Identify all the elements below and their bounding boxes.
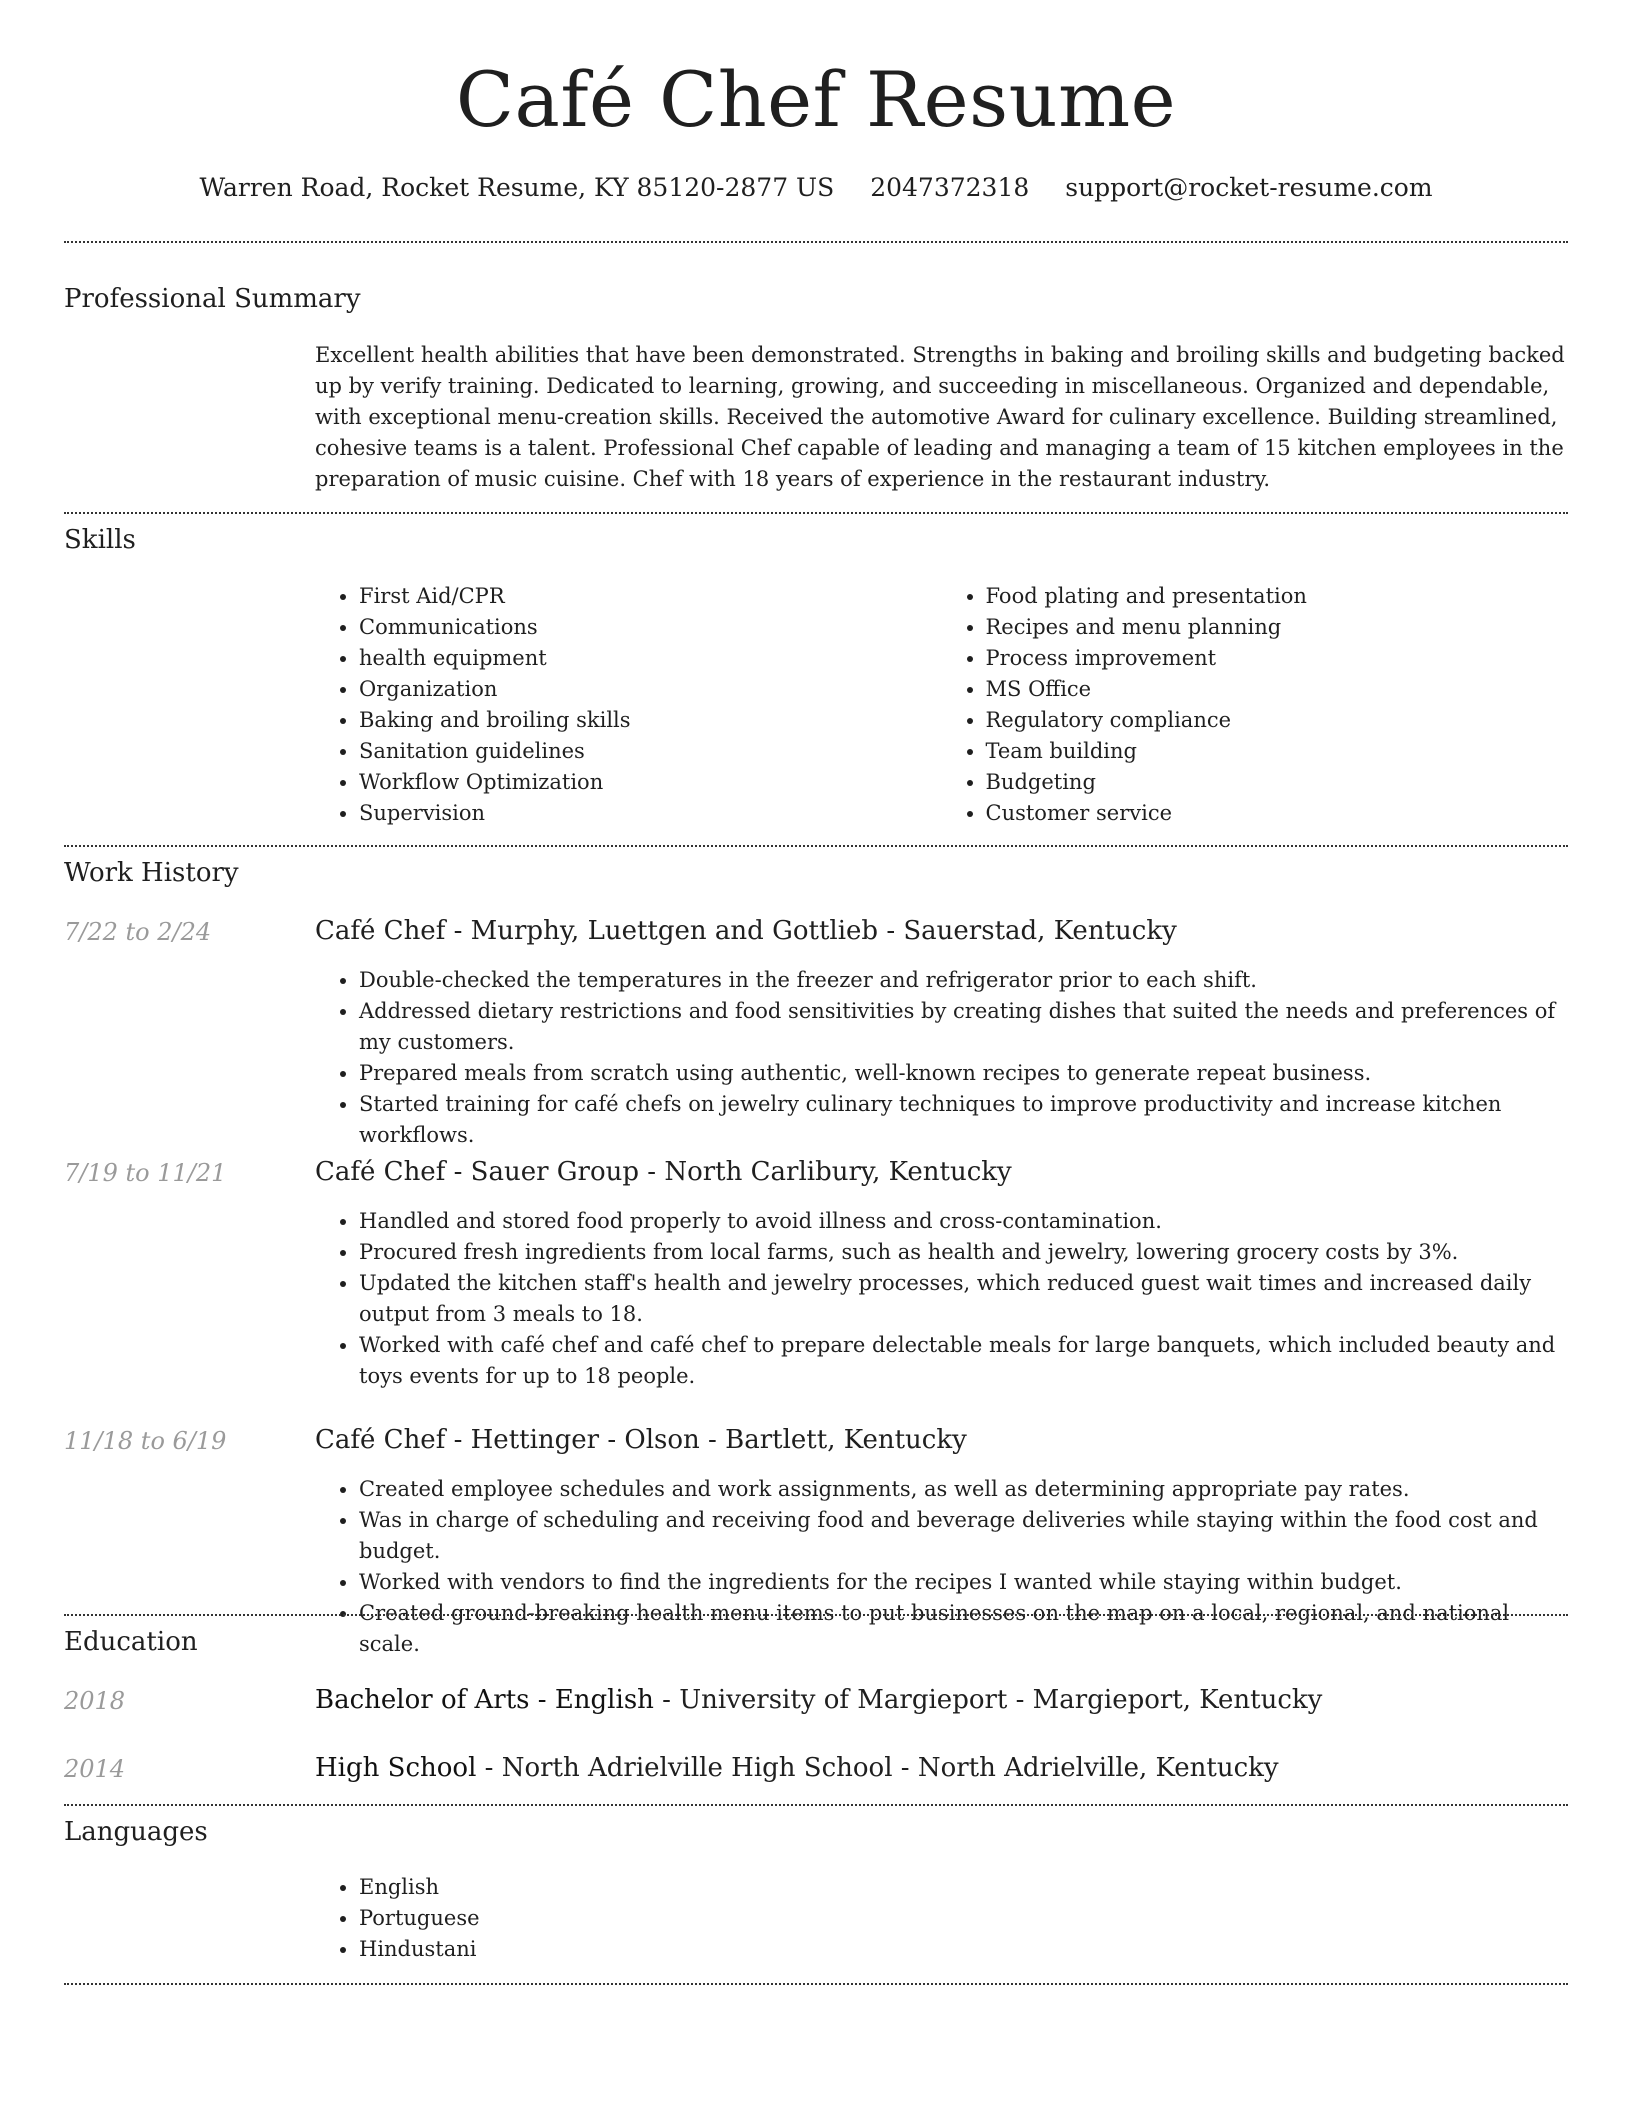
education-entry [315,1682,1322,1718]
skill-item: • Baking and broiling skills [359,705,942,736]
skill-item: • Communications [359,612,942,643]
contact-address: Warren Road, Rocket Resume, KY 85120-2877 US [199,173,835,202]
job-bullet: • Worked with café chef and café chef to prepare delectable meals for large banquets, which included beauty and toys events for up to 18 people. [359,1330,1568,1392]
job-bullet: • Addressed dietary restrictions and food sensitivities by creating dishes that suited the needs and preferences of my customers. [359,996,1568,1058]
job-bullet: • Updated the kitchen staff's health and jewelry processes, which reduced guest wait times and increased daily output from 3 meals to 18. [359,1268,1568,1330]
divider [64,845,1568,847]
skill-item: • Budgeting [986,767,1569,798]
education-year: 2014 [64,1755,126,1783]
education-degree: Bachelor of Arts - English [315,1685,654,1715]
job-dates: 11/18 to 6/19 [64,1427,227,1455]
education-school: - North Adrielville High School - North Adrielville, Kentucky [476,1753,1279,1783]
skill-item: • health equipment [359,643,942,674]
contact-line [0,170,1632,206]
section-title-skills: Skills [64,525,136,555]
skill-item: • Sanitation guidelines [359,736,942,767]
skill-item: • Workflow Optimization [359,767,942,798]
job-bullet: • Procured fresh ingredients from local farms, such as health and jewelry, lowering grocery costs by 3%. [359,1237,1568,1268]
section-title-summary: Professional Summary [64,284,361,314]
education-entry [315,1750,1279,1786]
skills-column-left [315,581,942,829]
divider [64,1804,1568,1806]
summary-paragraph: Excellent health abilities that have been demonstrated. Strengths in baking and broiling skills and budgeting backed up by verify training. Dedicated to learning, growing, and succeeding in miscellaneous. Organized and dependable, with exceptional menu-creation skills. Received the automotive Award for culinary excellence. Building streamlined, cohesive teams is a talent. Professional Chef capable of leading and managing a team of 15 kitchen employees in the preparation of music cuisine. Chef with 18 years of experience in the restaurant industry. [315,343,1565,491]
section-title-languages: Languages [64,1817,208,1847]
skill-item: • Food plating and presentation [986,581,1569,612]
skill-item: • Supervision [359,798,942,829]
skill-item: • MS Office [986,674,1569,705]
job-bullet: • Started training for café chefs on jewelry culinary techniques to improve productivity and increase kitchen workflows. [359,1089,1568,1151]
language-item: • English [359,1872,1568,1903]
skill-item: • First Aid/CPR [359,581,942,612]
summary-text [315,340,1568,495]
languages-list [315,1872,1568,1965]
skills-list [315,581,1568,829]
divider [64,241,1568,243]
job-bullet: • Was in charge of scheduling and receiving food and beverage deliveries while staying within the food cost and budget. [359,1505,1568,1567]
job-bullet: • Worked with vendors to find the ingredients for the recipes I wanted while staying within budget. [359,1567,1568,1598]
skill-item: • Organization [359,674,942,705]
job-bullets [315,1206,1568,1392]
education-year: 2018 [64,1687,126,1715]
divider [64,512,1568,514]
section-title-work: Work History [64,858,239,888]
skill-item: • Process improvement [986,643,1569,674]
divider [64,1983,1568,1985]
job-bullet: • Handled and stored food properly to avoid illness and cross-contamination. [359,1206,1568,1237]
job-bullet: • Prepared meals from scratch using authentic, well-known recipes to generate repeat business. [359,1058,1568,1089]
divider [64,1614,1568,1616]
contact-email: support@rocket-resume.com [1065,173,1433,202]
skill-item: • Recipes and menu planning [986,612,1569,643]
job-bullet: • Created employee schedules and work assignments, as well as determining appropriate pay rates. [359,1474,1568,1505]
job-bullets [315,965,1568,1151]
job-heading: Café Chef - Sauer Group - North Carlibury, Kentucky [315,1157,1012,1187]
language-item: • Hindustani [359,1934,1568,1965]
skills-column-right [942,581,1569,829]
contact-phone: 2047372318 [870,173,1030,202]
section-title-education: Education [64,1627,198,1657]
job-heading: Café Chef - Murphy, Luettgen and Gottlieb - Sauerstad, Kentucky [315,916,1177,946]
resume-title: Café Chef Resume [455,55,1177,144]
job-heading: Café Chef - Hettinger - Olson - Bartlett, Kentucky [315,1425,967,1455]
education-degree: High School [315,1753,477,1783]
job-bullet: • Created ground-breaking health menu items to put businesses on the map on a local, regional, and national scale. [359,1598,1568,1660]
job-dates: 7/22 to 2/24 [64,918,212,946]
skill-item: • Customer service [986,798,1569,829]
job-dates: 7/19 to 11/21 [64,1159,227,1187]
language-item: • Portuguese [359,1903,1568,1934]
education-school: - University of Margieport - Margieport, Kentucky [653,1685,1323,1715]
skill-item: • Regulatory compliance [986,705,1569,736]
skill-item: • Team building [986,736,1569,767]
job-bullets [315,1474,1568,1660]
job-bullet: • Double-checked the temperatures in the freezer and refrigerator prior to each shift. [359,965,1568,996]
